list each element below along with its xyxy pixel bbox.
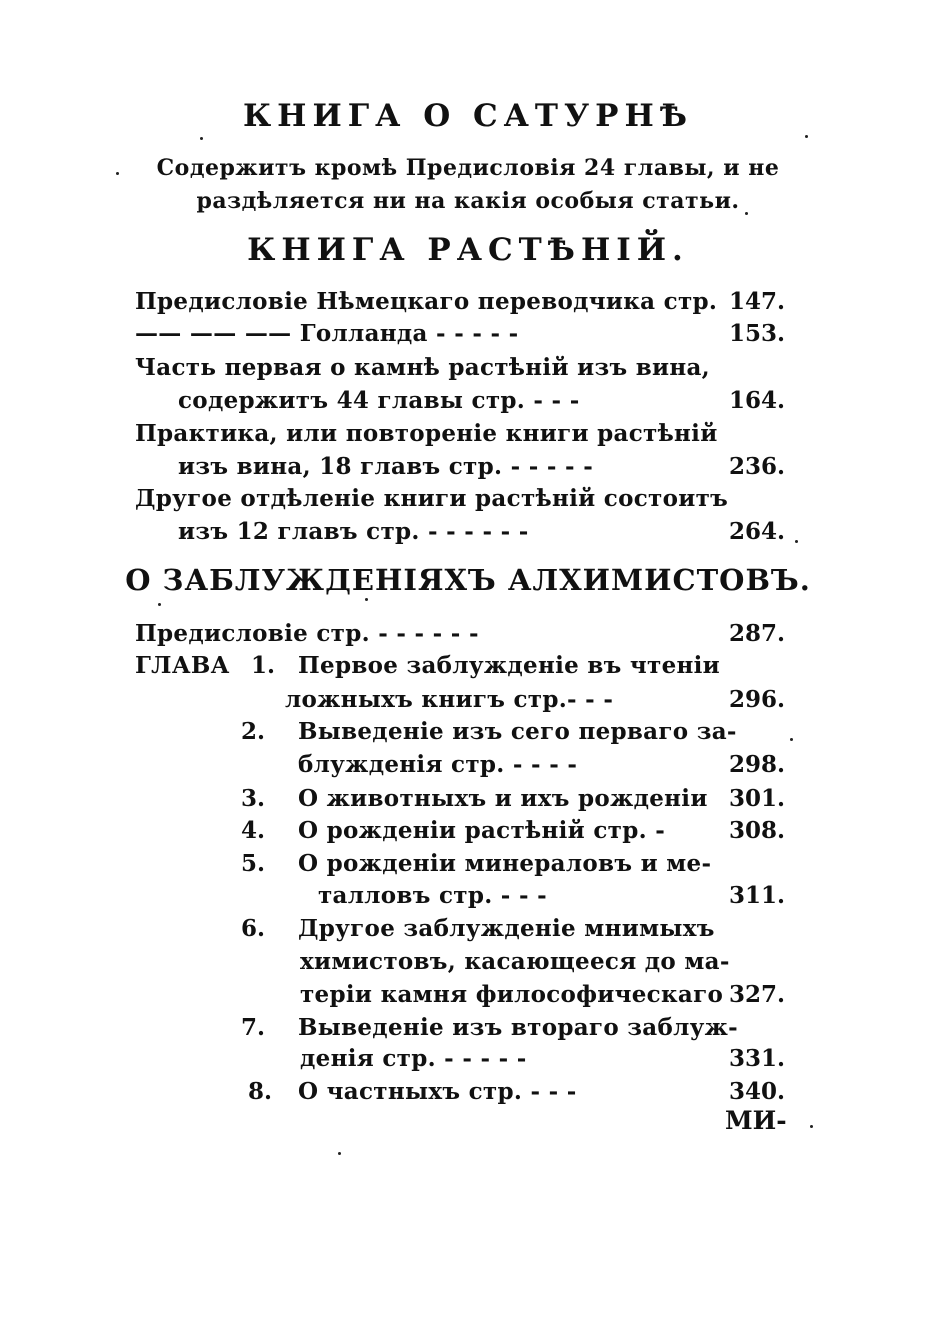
section-heading-errors: О ЗАБЛУЖДЕНІЯХЪ АЛХИМИСТОВЪ.: [125, 563, 811, 597]
print-speck: [338, 1152, 341, 1155]
toc-entry-text: Предисловіе Нѣмецкаго переводчика стр.: [135, 288, 718, 315]
toc-entry-text: Другое отдѣленіе книги растѣній состоитъ: [135, 485, 729, 512]
chapter-title-line1: О рожденіи растѣній стр. -: [298, 817, 666, 844]
toc-entry-text: содержитъ 44 главы стр. - - -: [178, 387, 580, 414]
chapter-title-line2: талловъ стр. - - -: [318, 882, 547, 909]
chapter-page: 296.: [728, 686, 785, 713]
section-heading-plants: КНИГА РАСТѢНІЙ.: [247, 232, 689, 268]
chapter-page: 331.: [728, 1045, 785, 1072]
toc-entry-page: 153.: [728, 320, 785, 347]
print-speck: [116, 172, 119, 175]
section-heading-saturn: КНИГА О САТУРНѢ: [242, 98, 694, 134]
chapter-title-line1: Выведеніе изъ сего перваго за-: [298, 718, 737, 745]
section-description-line2: раздѣляется ни на какія особыя статьи.: [196, 188, 740, 214]
print-speck: [810, 1125, 813, 1128]
print-speck: [365, 598, 368, 601]
chapter-title-line1: О рожденіи минераловъ и ме-: [298, 850, 712, 877]
chapter-page: 311.: [728, 882, 785, 909]
toc-preface-page: 287.: [728, 620, 785, 647]
chapter-page: 301.: [728, 785, 785, 812]
chapter-number: 1.: [250, 652, 275, 679]
chapter-label: ГЛАВА: [135, 652, 230, 679]
chapter-page: 327.: [728, 981, 785, 1008]
chapter-number: 2.: [240, 718, 265, 745]
chapter-number: 8.: [247, 1078, 272, 1105]
chapter-title-line2: блужденія стр. - - - -: [298, 751, 578, 778]
print-speck: [795, 540, 798, 543]
toc-entry-text: Практика, или повтореніе книги растѣній: [135, 420, 718, 447]
chapter-title-line1: О частныхъ стр. - - -: [298, 1078, 577, 1105]
chapter-number: 3.: [240, 785, 265, 812]
chapter-page: 340.: [728, 1078, 785, 1105]
chapter-number: 6.: [240, 915, 265, 942]
toc-entry-page: 164.: [728, 387, 785, 414]
chapter-title-line1: Первое заблужденіе въ чтеніи: [298, 652, 721, 679]
print-speck: [805, 135, 808, 138]
toc-preface-text: Предисловіе стр. - - - - - -: [135, 620, 479, 647]
print-speck: [200, 137, 203, 140]
chapter-page: 308.: [728, 817, 785, 844]
chapter-title-line1: О животныхъ и ихъ рожденіи: [298, 785, 708, 812]
section-description-line1: Содержитъ кромѣ Предисловія 24 главы, и не: [156, 155, 780, 181]
toc-entry-text: Часть первая о камнѣ растѣній изъ вина,: [135, 354, 710, 381]
chapter-number: 7.: [240, 1014, 265, 1041]
catchword: МИ-: [725, 1106, 787, 1135]
chapter-title-line2: ложныхъ книгъ стр.- - -: [285, 686, 614, 713]
chapter-number: 4.: [240, 817, 265, 844]
chapter-title-line3: теріи камня философическаго: [300, 981, 724, 1008]
toc-entry-text: изъ 12 главъ стр. - - - - - -: [178, 518, 529, 545]
toc-entry-text: —— —— —— Голланда - - - - -: [135, 320, 519, 347]
print-speck: [745, 212, 748, 215]
toc-entry-page: 264.: [728, 518, 785, 545]
toc-entry-page: 236.: [728, 453, 785, 480]
chapter-title-line1: Выведеніе изъ втораго заблуж-: [298, 1014, 739, 1041]
toc-entry-text: изъ вина, 18 главъ стр. - - - - -: [178, 453, 594, 480]
print-speck: [158, 603, 161, 606]
chapter-page: 298.: [728, 751, 785, 778]
chapter-title-line2: денія стр. - - - - -: [300, 1045, 527, 1072]
chapter-number: 5.: [240, 850, 265, 877]
chapter-title-line1: Другое заблужденіе мнимыхъ: [298, 915, 715, 942]
chapter-title-line2: химистовъ, касающееся до ма-: [300, 948, 730, 975]
print-speck: [790, 738, 793, 741]
toc-entry-page: 147.: [728, 288, 785, 315]
